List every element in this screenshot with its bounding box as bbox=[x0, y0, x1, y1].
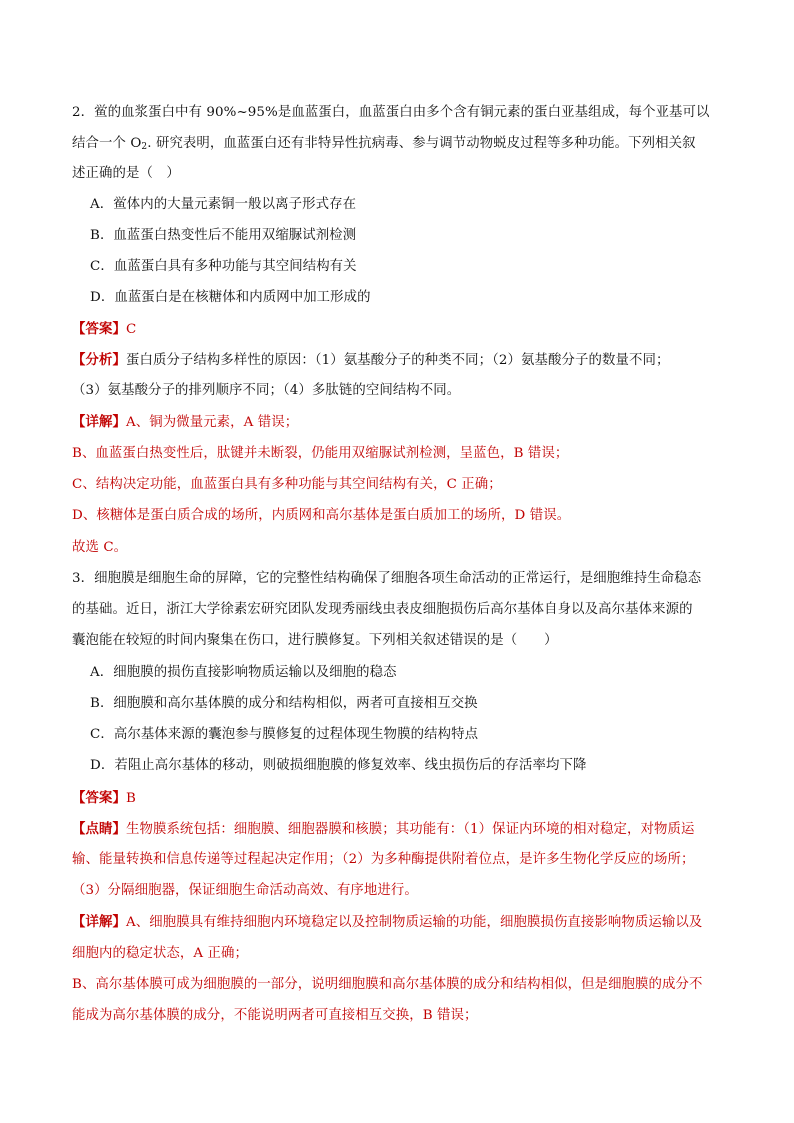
q2-option-b: B．血蓝蛋白热变性后不能用双缩脲试剂检测 bbox=[90, 228, 357, 243]
q3-point-line-1: 【点睛】生物膜系统包括：细胞膜、细胞器膜和核膜；其功能有：（1）保证内环境的相对稳定，对物质运 bbox=[72, 821, 695, 837]
answer-tag: 【答案】 bbox=[72, 790, 126, 806]
q2-stem-line-1: 2．鲎的血浆蛋白中有 90%~95%是血蓝蛋白，血蓝蛋白由多个含有铜元素的蛋白亚基组成，每个亚基可以 bbox=[72, 105, 710, 120]
q3-option-a: A．细胞膜的损伤直接影响物质运输以及细胞的稳态 bbox=[90, 665, 397, 680]
q3-answer bbox=[72, 788, 732, 809]
q3-option-d: D．若阻止高尔基体的移动，则破损细胞膜的修复效率、线虫损伤后的存活率均下降 bbox=[90, 758, 587, 773]
answer-tag: 【答案】 bbox=[72, 321, 126, 337]
q3-point-line-2: 输、能量转换和信息传递等过程起决定作用；（2）为多种酶提供附着位点，是许多生物化学反应的场所； bbox=[72, 852, 695, 867]
analysis-tag: 【分析】 bbox=[72, 352, 126, 368]
q2-answer bbox=[72, 319, 732, 340]
q2-stem-line-3: 述正确的是（ ） bbox=[72, 166, 180, 181]
detail-tag: 【详解】 bbox=[72, 914, 126, 930]
q3-detail-line-2: 细胞内的稳定状态，A 正确； bbox=[72, 946, 249, 961]
q3-detail-line-4: 能成为高尔基体膜的成分，不能说明两者可直接相互交换，B 错误； bbox=[72, 1008, 478, 1023]
q2-detail-line-1: 【详解】A、铜为微量元素，A 错误； bbox=[72, 414, 299, 430]
q3-detail-line-1: 【详解】A、细胞膜具有维持细胞内环境稳定以及控制物质运输的功能，细胞膜损伤直接影响物质运输以及 bbox=[72, 914, 703, 930]
q2-option-a: A．鲎体内的大量元素铜一般以离子形式存在 bbox=[90, 197, 357, 212]
q2-analysis-line-2: （3）氨基酸分子的排列顺序不同；（4）多肽链的空间结构不同。 bbox=[72, 383, 461, 398]
q2-option-d: D．血蓝蛋白是在核糖体和内质网中加工形成的 bbox=[90, 290, 371, 305]
answer-value: B bbox=[125, 791, 136, 806]
q3-stem-line-1: 3．细胞膜是细胞生命的屏障，它的完整性结构确保了细胞各项生命活动的正常运行，是细胞维持生命稳态 bbox=[72, 571, 702, 586]
answer-value: C bbox=[125, 322, 137, 337]
q2-option-c: C．血蓝蛋白具有多种功能与其空间结构有关 bbox=[90, 259, 357, 274]
q2-detail-line-2: B、血蓝蛋白热变性后，肽键并未断裂，仍能用双缩脲试剂检测，呈蓝色，B 错误； bbox=[72, 446, 569, 461]
q2-analysis-line-1: 【分析】蛋白质分子结构多样性的原因：（1）氨基酸分子的种类不同；（2）氨基酸分子的数量不同； bbox=[72, 352, 670, 368]
q3-detail-line-3: B、高尔基体膜可成为细胞膜的一部分，说明细胞膜和高尔基体膜的成分和结构相似，但是细胞膜的成分不 bbox=[72, 977, 703, 992]
q2-stem-line-2: 结合一个 $O_2$. 研究表明，血蓝蛋白还有非特异性抗病毒、参与调节动物蜕皮过程等多种功能。下列相关叙 bbox=[72, 136, 696, 152]
q3-stem-line-2: 的基础。近日，浙江大学徐素宏研究团队发现秀丽线虫表皮细胞损伤后高尔基体自身以及高尔基体来源的 bbox=[72, 602, 693, 617]
detail-tag: 【详解】 bbox=[72, 414, 126, 430]
q3-option-c: C．高尔基体来源的囊泡参与膜修复的过程体现生物膜的结构特点 bbox=[90, 727, 479, 742]
q3-option-b: B．细胞膜和高尔基体膜的成分和结构相似，两者可直接相互交换 bbox=[90, 696, 478, 711]
q2-detail-line-3: C、结构决定功能，血蓝蛋白具有多种功能与其空间结构有关，C 正确； bbox=[72, 477, 502, 492]
q3-point-line-3: （3）分隔细胞器，保证细胞生命活动高效、有序地进行。 bbox=[72, 883, 418, 898]
point-tag: 【点睛】 bbox=[72, 821, 126, 837]
q3-stem-line-3: 囊泡能在较短的时间内聚集在伤口，进行膜修复。下列相关叙述错误的是（ ） bbox=[72, 633, 558, 648]
q2-conclusion: 故选 C。 bbox=[72, 540, 128, 555]
q2-detail-line-4: D、核糖体是蛋白质合成的场所，内质网和高尔基体是蛋白质加工的场所，D 错误。 bbox=[72, 508, 571, 523]
